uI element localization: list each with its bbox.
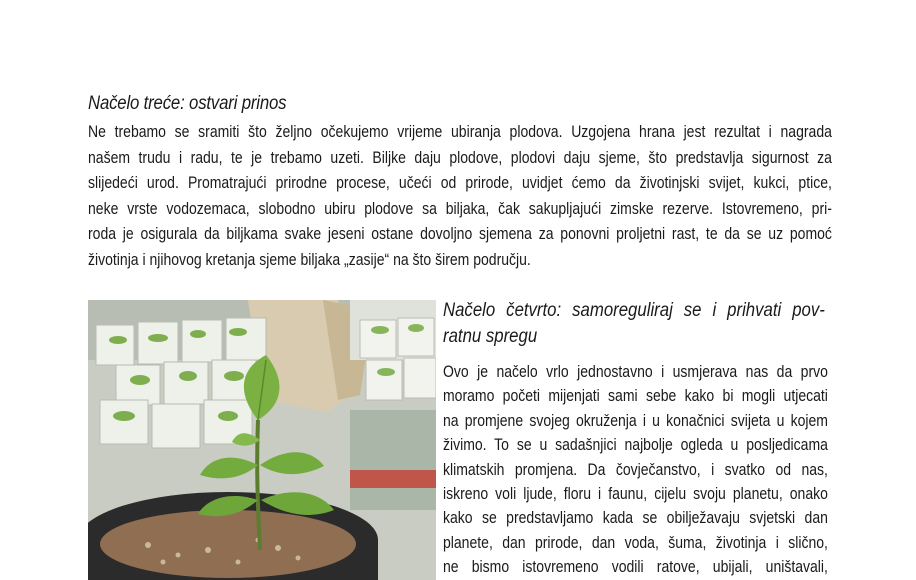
- text-line: moramo početi mijenjati sami sebe kako bi mogli utjecati: [443, 387, 828, 406]
- section3-paragraph: [88, 120, 832, 273]
- title-line: ratnu spregu: [443, 324, 538, 347]
- text-line: životinja i njihovog kretanja sjeme biljaka „zasije“ na što širem području.: [88, 250, 531, 269]
- text-line: na promjene svojeg okruženja i u konačnici svijeta u kojem: [443, 411, 828, 430]
- seedlings-photo: [88, 300, 436, 580]
- text-line: ne bismo istovremeno vodili ratove, ubijali, uništavali,: [443, 558, 828, 577]
- title-line: Načelo četvrto: samoreguliraj se i prihvati pov-: [443, 299, 825, 321]
- text-line: iskreno voli ljude, floru i faunu, cijelu svoju planetu, onako: [443, 485, 828, 504]
- section3-title: Načelo treće: ostvari prinos: [88, 92, 287, 114]
- text-line: našem trudu i radu, te je trebamo uzeti. Biljke daju plodove, plodovi daju sjeme, što predstavlja sigurnost za: [88, 148, 832, 167]
- section4-paragraph: [443, 360, 828, 580]
- text-line: planete, dan prirode, dan voda, šuma, životinja i slično,: [443, 533, 828, 552]
- text-line: Ovo je načelo vrlo jednostavno i usmjerava nas da prvo: [443, 363, 828, 381]
- text-line: kako se predstavljamo kada se obilježavaju svjetski dan: [443, 509, 828, 528]
- text-line: živimo. To se u sadašnjici najbolje ogleda u posljedicama: [443, 436, 828, 455]
- text-line: roda je osigurala da biljkama svake jeseni ostane dovoljno sjemena za ponovni proljetni rast, te da se uz pomoć: [88, 225, 832, 243]
- text-line: slijedeći urod. Promatrajući prirodne procese, učeći od prirode, uvidjet ćemo da životinjski svijet, kukci, ptice,: [88, 174, 832, 192]
- text-line: neke vrste vodozemaca, slobodno ubiru plodove sa biljaka, čak sakupljajući zimske rezerve. Istovremeno, pri-: [88, 199, 832, 218]
- text-line: Ne trebamo se sramiti što željno očekujemo vrijeme ubiranja plodova. Uzgojena hrana jest rezultat i nagrada: [88, 123, 832, 141]
- text-line: klimatskih promjena. Da čovječanstvo, i svatko od nas,: [443, 460, 828, 479]
- section4-title: [443, 298, 825, 349]
